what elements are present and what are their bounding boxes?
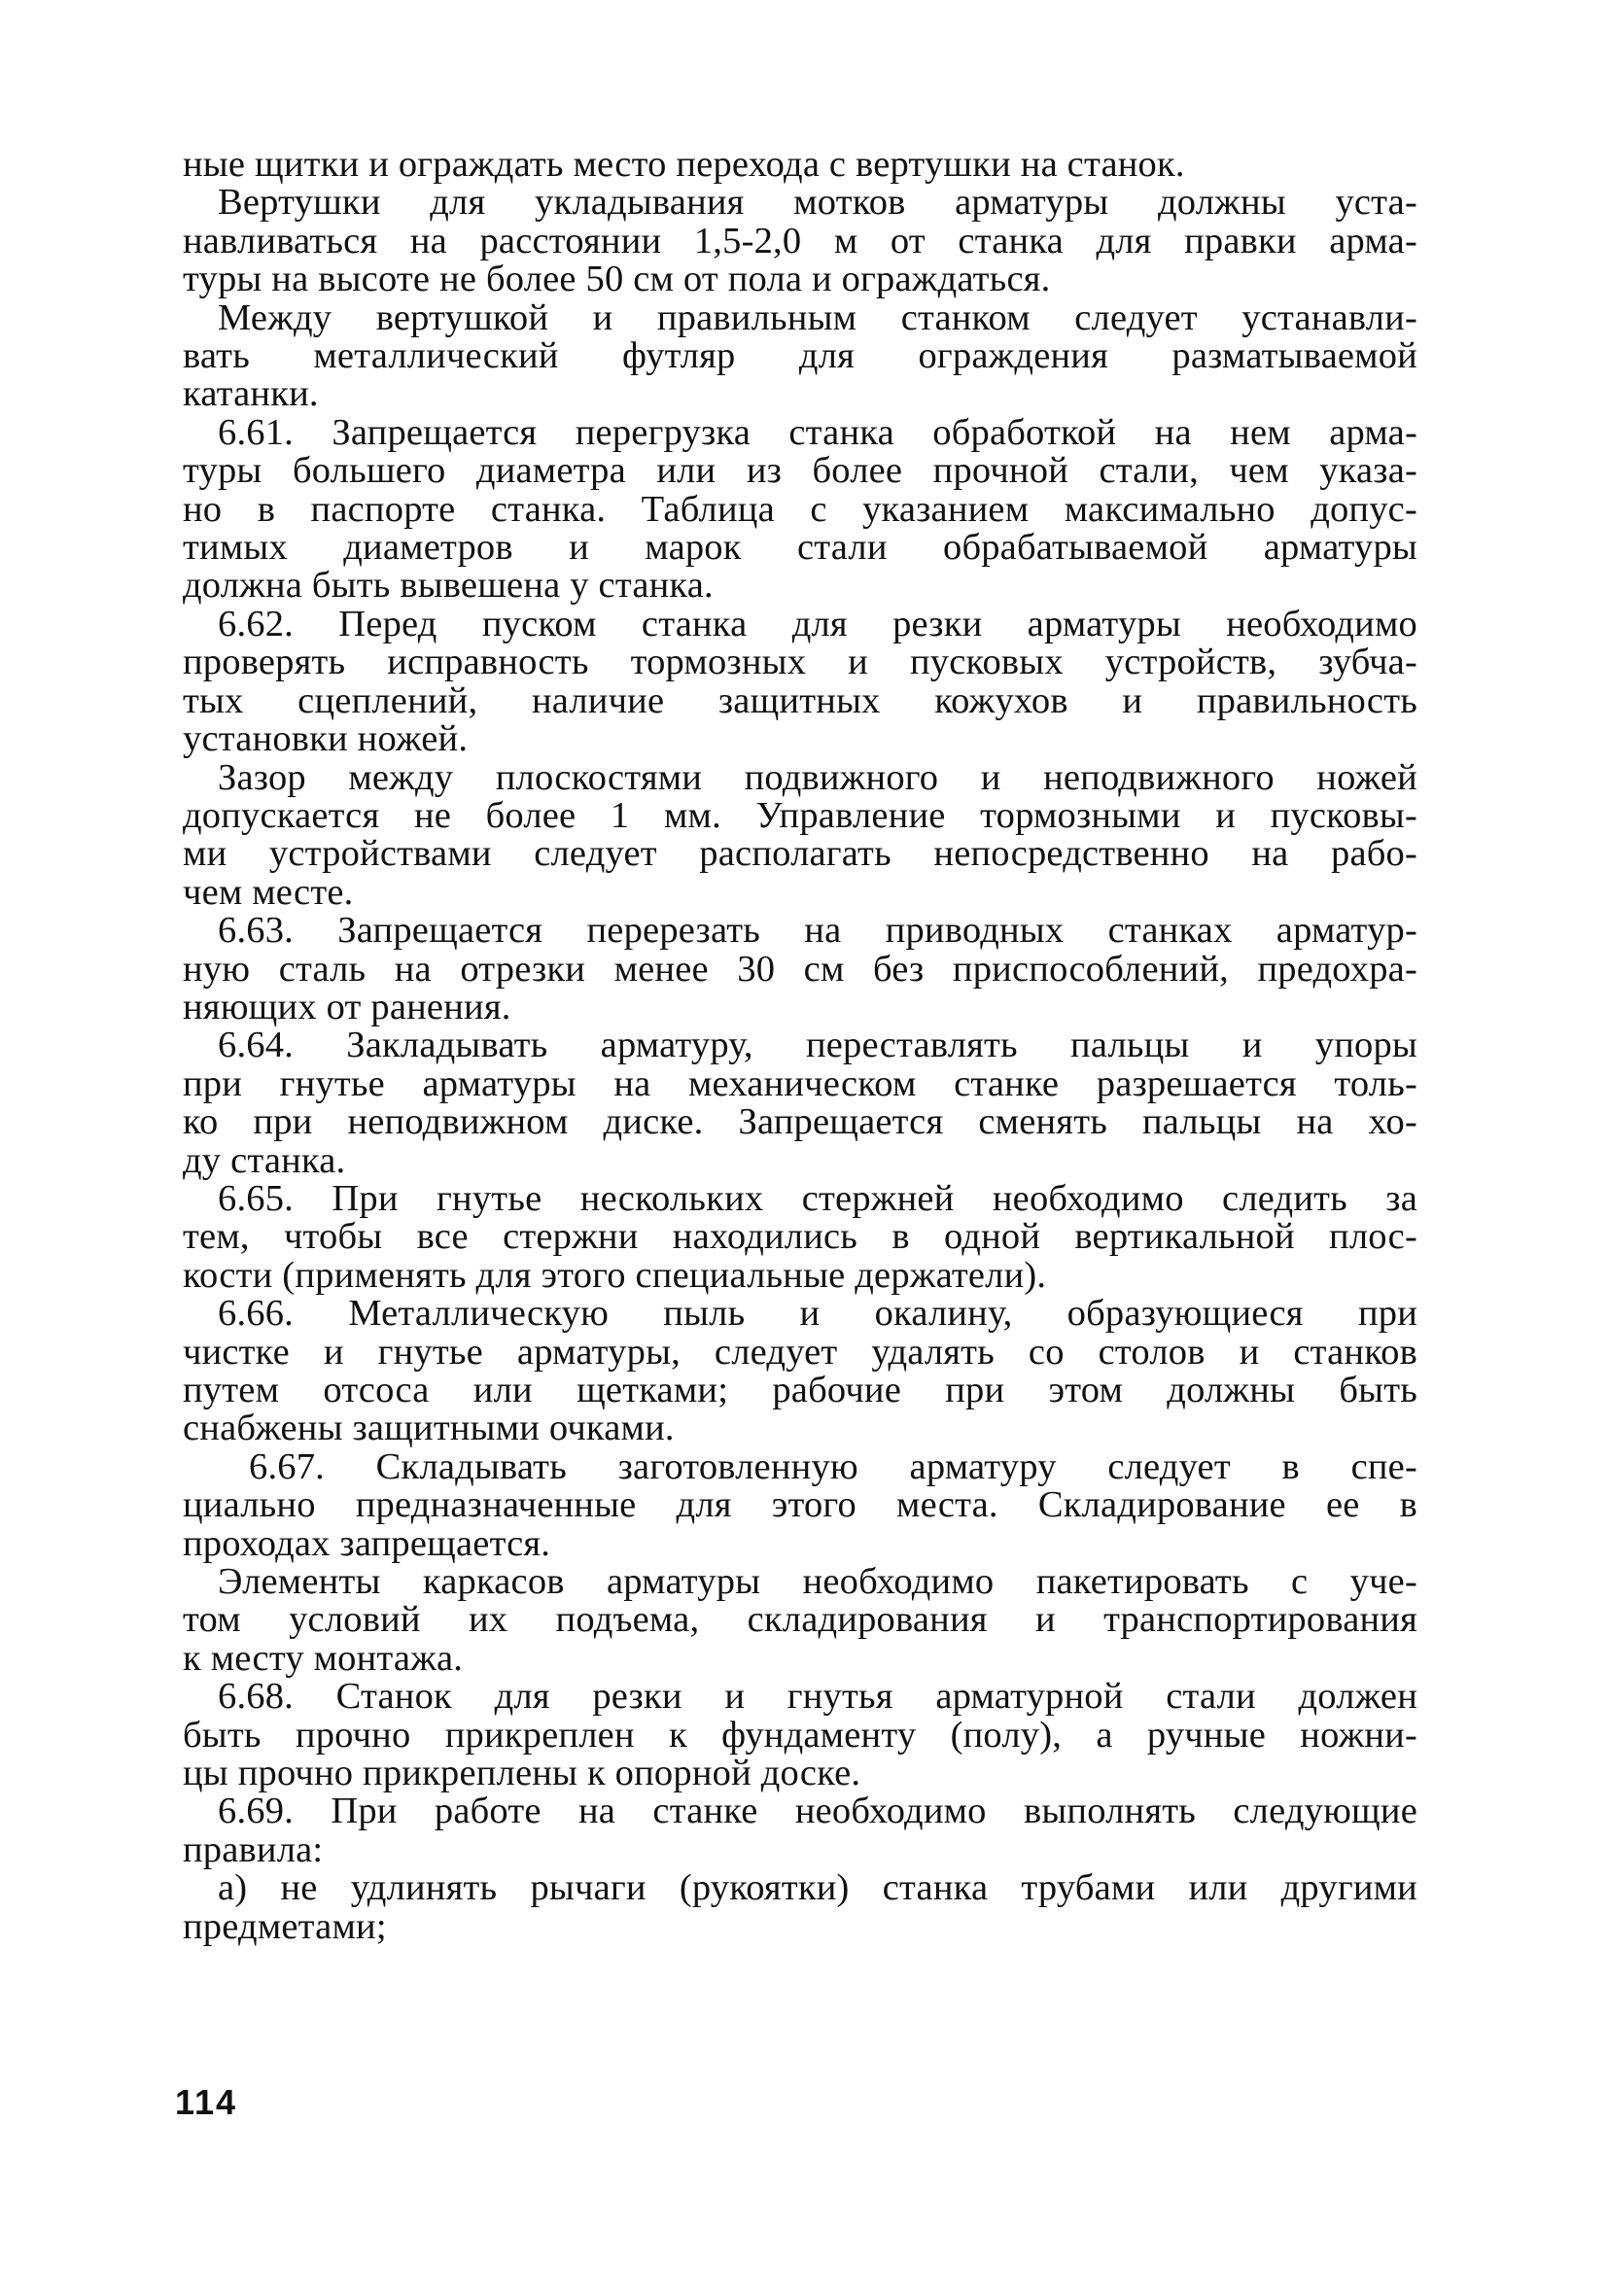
text-line: ко при неподвижном диске. Запрещается сменять пальцы на хо-	[183, 1101, 1417, 1143]
text-line: должна быть вывешена у станка.	[183, 565, 714, 607]
text-line: снабжены защитными очками.	[183, 1408, 675, 1449]
text-line: быть прочно прикреплен к фундаменту (полу), а ручные ножни-	[183, 1714, 1417, 1756]
text-line: 6.62. Перед пуском станка для резки арматуры необходимо	[218, 603, 1417, 644]
paragraph	[183, 603, 1417, 760]
paragraph	[183, 1295, 1417, 1448]
text-line: 6.61. Запрещается перегрузка станка обработкой на нем арма-	[218, 411, 1417, 453]
text-line: 6.64. Закладывать арматуру, переставлять пальцы и упоры	[218, 1025, 1417, 1066]
paragraph	[183, 146, 1417, 184]
page-number: 114	[175, 2082, 238, 2122]
paragraph	[183, 1445, 1417, 1564]
paragraph	[183, 411, 1417, 607]
text-line: при гнутье арматуры на механическом станке разрешается толь-	[183, 1062, 1417, 1104]
text-line: циально предназначенные для этого места. Складирование ее в	[183, 1484, 1417, 1526]
text-line: ду станка.	[183, 1139, 346, 1181]
paragraph	[183, 1563, 1417, 1678]
text-line: тых сцеплений, наличие защитных кожухов и правильность	[183, 679, 1417, 721]
paragraph	[183, 1026, 1417, 1180]
text-line: цы прочно прикреплены к опорной доске.	[183, 1753, 861, 1794]
text-line: предметами;	[183, 1905, 387, 1947]
text-line: путем отсоса или щетками; рабочие при этом должны быть	[183, 1370, 1417, 1410]
text-line: тимых диаметров и марок стали обрабатываемой арматуры	[183, 527, 1417, 569]
paragraph	[183, 184, 1417, 298]
text-line: чем месте.	[183, 871, 354, 913]
text-line: чистке и гнутье арматуры, следует удалять со столов и станков	[183, 1331, 1417, 1373]
text-line: ную сталь на отрезки менее 30 см без приспособлений, предохра-	[183, 948, 1417, 990]
text-line: но в паспорте станка. Таблица с указанием максимально допус-	[183, 488, 1417, 530]
paragraph	[183, 296, 1417, 415]
text-line: катанки.	[183, 373, 319, 415]
text-line: проверять исправность тормозных и пусковых устройств, зубча-	[183, 642, 1417, 683]
text-line: вать металлический футляр для ограждения разматываемой	[183, 335, 1417, 377]
paragraph	[183, 1678, 1417, 1792]
text-line: допускается не более 1 мм. Управление тормозными и пусковы-	[183, 794, 1417, 836]
text-line: том условий их подъема, складирования и транспортирования	[183, 1599, 1417, 1641]
text-line: установки ножей.	[183, 718, 469, 760]
paragraph	[183, 756, 1417, 913]
text-line: Вертушки для укладывания мотков арматуры должны уста-	[218, 182, 1417, 224]
text-line: Между вертушкой и правильным станком следует устанавли-	[218, 296, 1417, 338]
paragraph	[183, 1792, 1417, 1869]
text-line: Зазор между плоскостями подвижного и неподвижного ножей	[218, 756, 1417, 798]
paragraph	[183, 912, 1417, 1026]
text-line: няющих от ранения.	[183, 986, 511, 1027]
text-line: правила:	[183, 1828, 324, 1870]
text-line: к месту монтажа.	[183, 1637, 464, 1679]
text-line: 6.67. Складывать заготовленную арматуру следует в спе-	[249, 1445, 1417, 1487]
text-line: тем, чтобы все стержни находились в одной вертикальной плос-	[183, 1216, 1417, 1258]
paragraph	[183, 1869, 1417, 1946]
text-line: Элементы каркасов арматуры необходимо пакетировать с уче-	[218, 1561, 1417, 1603]
text-line: кости (применять для этого специальные держатели).	[183, 1254, 1047, 1296]
text-line: ные щитки и ограждать место перехода с вертушки на станок.	[183, 144, 1185, 185]
paragraph	[183, 1177, 1417, 1296]
text-line: 6.69. При работе на станке необходимо выполнять следующие	[218, 1791, 1417, 1832]
text-line: туры на высоте не более 50 см от пола и ограждаться.	[183, 259, 1051, 300]
text-line: 6.68. Станок для резки и гнутья арматурной стали должен	[218, 1676, 1417, 1718]
text-line: 6.66. Металлическую пыль и окалину, образующиеся при	[218, 1293, 1417, 1335]
text-line: проходах запрещается.	[183, 1522, 551, 1564]
text-line: а) не удлинять рычаги (рукоятки) станка трубами или другими	[218, 1867, 1417, 1909]
page-body	[183, 146, 1417, 1946]
text-line: ми устройствами следует располагать непосредственно на рабо-	[183, 833, 1417, 875]
text-line: 6.63. Запрещается перерезать на приводных станках арматур-	[218, 910, 1417, 952]
text-line: туры большего диаметра или из более прочной стали, чем указа-	[183, 450, 1417, 492]
text-line: навливаться на расстоянии 1,5-2,0 м от станка для правки арма-	[183, 220, 1417, 261]
text-line: 6.65. При гнутье нескольких стержней необходимо следить за	[218, 1177, 1417, 1219]
